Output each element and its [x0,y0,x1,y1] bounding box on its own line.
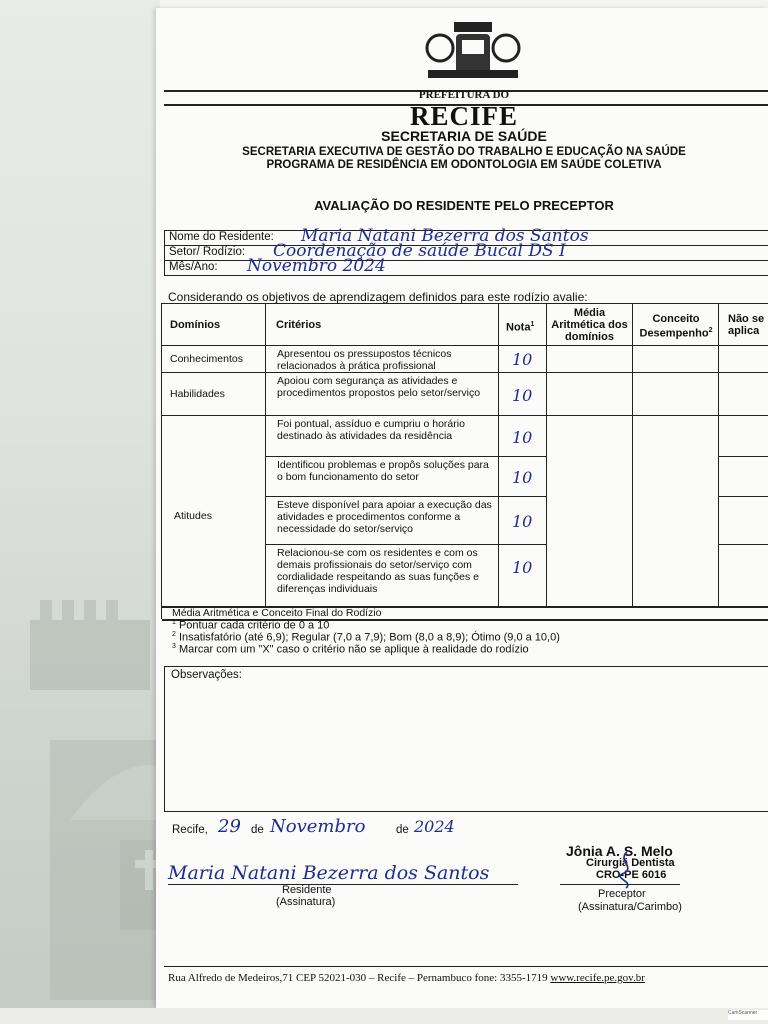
preceptor-caption: (Assinatura/Carimbo) [578,901,682,913]
sector-label: Setor/ Rodízio: [169,246,246,258]
domain-atitudes: Atitudes [174,510,212,522]
grade-value: 10 [512,512,533,531]
footer-address: Rua Alfredo de Medeiros,71 CEP 52021-030 – Recife – Pernambuco fone: 3355-1719 www.recife.pe.gov.br [168,972,645,984]
preceptor-stamp-name: Jônia A. S. Melo [566,843,673,859]
month-value: Novembro 2024 [247,256,386,276]
form-title: AVALIAÇÃO DO RESIDENTE PELO PRECEPTOR [314,198,614,213]
recife-coat-of-arms-logo [420,18,526,84]
criterion-text: Identificou problemas e propôs soluções para o bom funcionamento do setor [277,459,489,483]
header-media: Média Aritmética dos domínios [551,307,628,343]
grade-value: 10 [512,558,533,577]
header-nao-se-aplica: Não se aplica [728,313,765,337]
city-title: RECIFE [409,101,518,131]
preceptor-signature-line [560,884,680,885]
preceptor-stamp-title: Cirurgiã Dentista [586,857,675,869]
domain-conhecimentos: Conhecimentos [170,353,243,365]
date-day: 29 [218,816,241,837]
header-conceito: Conceito Desempenho$^2$ [639,313,713,340]
observations-box [164,666,768,812]
grade-value: 10 [512,350,533,369]
domain-habilidades: Habilidades [170,388,225,400]
instruction-text: Considerando os objetivos de aprendizagem definidos para este rodízio avalie: [168,290,588,304]
criterion-text: Relacionou-se com os residentes e com os demais profissionais do setor/serviço com cordialidade respeitando as suas funções e diferenças individuais [277,547,479,595]
final-row-label: Média Aritmética e Conceito Final do Rodízio [172,607,382,619]
criterion-text: Apresentou os pressupostos técnicos relacionados à prática profissional [277,348,452,372]
footnote-1: $^1$ Pontuar cada critério de 0 a 10 [172,619,330,632]
date-de-2: de [396,824,409,836]
preceptor-stamp-cro: CRO-PE 6016 [596,869,667,881]
header-criterios: Critérios [276,319,322,331]
evaluation-table [161,303,768,619]
date-de-1: de [251,824,264,836]
criterion-text: Foi pontual, assíduo e cumpriu o horário destinado às atividades da residência [277,418,465,442]
footnote-3: $^3$ Marcar com um "X" caso o critério não se aplique à realidade do rodízio [172,643,529,656]
preceptor-role: Preceptor [598,888,646,900]
prefeitura-label: PREFEITURA DO [418,89,510,101]
header-dominios: Domínios [170,319,221,331]
resident-role: Residente [282,884,332,896]
grade-value: 10 [512,468,533,487]
grade-value: 10 [512,386,533,405]
footer-rule [164,966,768,967]
observations-label: Observações: [171,669,242,681]
resident-name-label: Nome do Residente: [169,231,274,243]
resident-signature-line [168,884,518,885]
date-prefix: Recife, [172,824,208,836]
criterion-text: Apoiou com segurança as atividades e procedimentos propostos pelo setor/serviço [277,375,481,399]
resident-caption: (Assinatura) [276,896,336,908]
criterion-text: Esteve disponível para apoiar a execução das atividades e procedimentos conforme a necessidade do setor/serviço [277,499,492,535]
month-row [165,256,768,276]
background-bottom-strip [0,1008,768,1024]
executive-secretariat: SECRETARIA EXECUTIVA DE GESTÃO DO TRABALHO E EDUCAÇÃO NA SAÚDE [242,146,686,158]
month-label: Mês/Ano: [169,261,218,273]
grade-value: 10 [512,428,533,447]
program-title: PROGRAMA DE RESIDÊNCIA EM ODONTOLOGIA EM SAÚDE COLETIVA [266,159,662,171]
header-nota: Nota$^1$ [506,321,535,334]
footnote-2: $^2$ Insatisfatório (até 6,9); Regular (7,0 a 7,9); Bom (8,0 a 8,9); Ótimo (9,0 a 10,0) [172,631,560,644]
secretaria-title: SECRETARIA DE SAÚDE [381,128,547,144]
footer-website: www.recife.pe.gov.br [550,972,645,984]
date-year: 2024 [414,817,455,836]
resident-handwritten-signature: Maria Natani Bezerra dos Santos [168,862,490,884]
date-month: Novembro [270,816,366,837]
sector-value: Coordenação de saúde Bucal DS I [273,241,566,261]
resident-name-value: Maria Natani Bezerra dos Santos [301,226,589,246]
scanner-badge: CamScanner [728,1010,768,1020]
identification-box [164,226,768,276]
